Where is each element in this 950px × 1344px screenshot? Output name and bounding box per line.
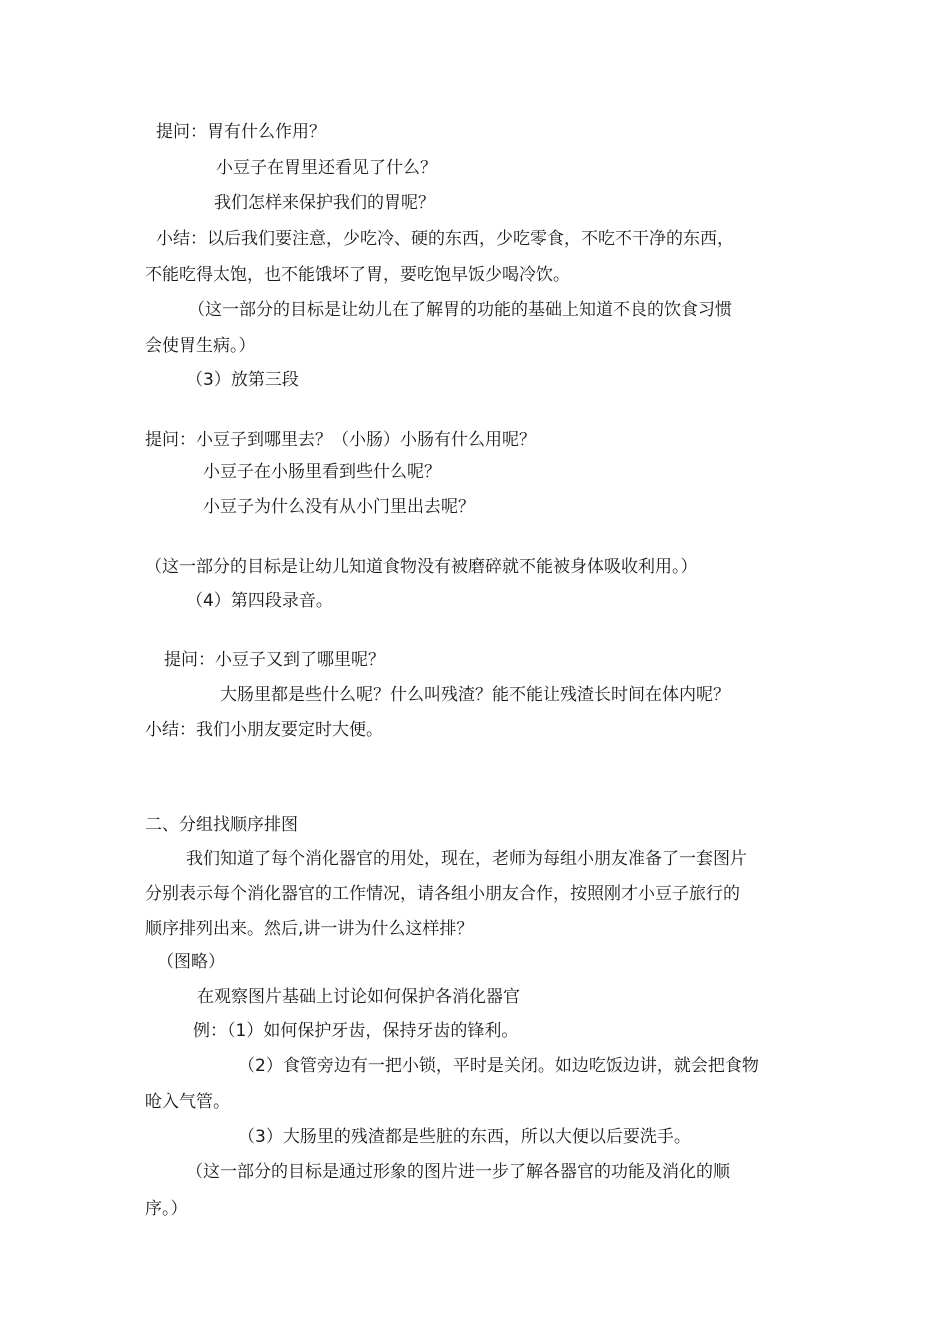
text-line: 小豆子为什么没有从小门里出去呢？ — [203, 497, 475, 517]
text-line: 提问：小豆子到哪里去？（小肠）小肠有什么用呢？ — [145, 430, 536, 450]
text-line: 我们知道了每个消化器官的用处，现在，老师为每组小朋友准备了一套图片 — [186, 849, 747, 869]
text-line: 提问：胃有什么作用？ — [156, 122, 326, 142]
text-line: 我们怎样来保护我们的胃呢？ — [214, 193, 435, 213]
text-line: 在观察图片基础上讨论如何保护各消化器官 — [197, 987, 520, 1007]
text-line: 大肠里都是些什么呢？什么叫残渣？能不能让残渣长时间在体内呢？ — [220, 685, 730, 705]
text-line: 小结：以后我们要注意，少吃冷、硬的东西，少吃零食，不吃不干净的东西， — [156, 229, 734, 249]
text-line: （2）食管旁边有一把小锁，平时是关闭。如边吃饭边讲，就会把食物 — [238, 1056, 759, 1076]
text-line: 小豆子在小肠里看到些什么呢？ — [203, 462, 441, 482]
text-line: 小豆子在胃里还看见了什么？ — [216, 158, 437, 178]
text-line: （图略） — [157, 952, 225, 972]
text-line: （这一部分的目标是通过形象的图片进一步了解各器官的功能及消化的顺 — [186, 1162, 730, 1182]
text-line: 小结：我们小朋友要定时大便。 — [145, 720, 383, 740]
text-line: 不能吃得太饱，也不能饿坏了胃，要吃饱早饭少喝冷饮。 — [145, 265, 570, 285]
section-heading: 二、分组找顺序排图 — [145, 815, 298, 835]
text-line: （4）第四段录音。 — [186, 591, 333, 611]
text-line: 提问：小豆子又到了哪里呢？ — [164, 650, 385, 670]
text-line: （这一部分的目标是让幼儿知道食物没有被磨碎就不能被身体吸收利用。） — [145, 557, 698, 577]
text-line: 序。） — [145, 1199, 188, 1219]
text-line: （3）放第三段 — [186, 370, 299, 390]
text-line: 会使胃生病。） — [145, 336, 256, 356]
text-line: （这一部分的目标是让幼儿在了解胃的功能的基础上知道不良的饮食习惯 — [188, 300, 732, 320]
text-line: 例：（1）如何保护牙齿，保持牙齿的锋利。 — [193, 1021, 519, 1041]
text-line: （3）大肠里的残渣都是些脏的东西，所以大便以后要洗手。 — [238, 1127, 691, 1147]
text-line: 呛入气管。 — [145, 1092, 230, 1112]
text-line: 分别表示每个消化器官的工作情况，请各组小朋友合作，按照刚才小豆子旅行的 — [145, 884, 740, 904]
text-line: 顺序排列出来。然后,讲一讲为什么这样排？ — [145, 919, 474, 939]
